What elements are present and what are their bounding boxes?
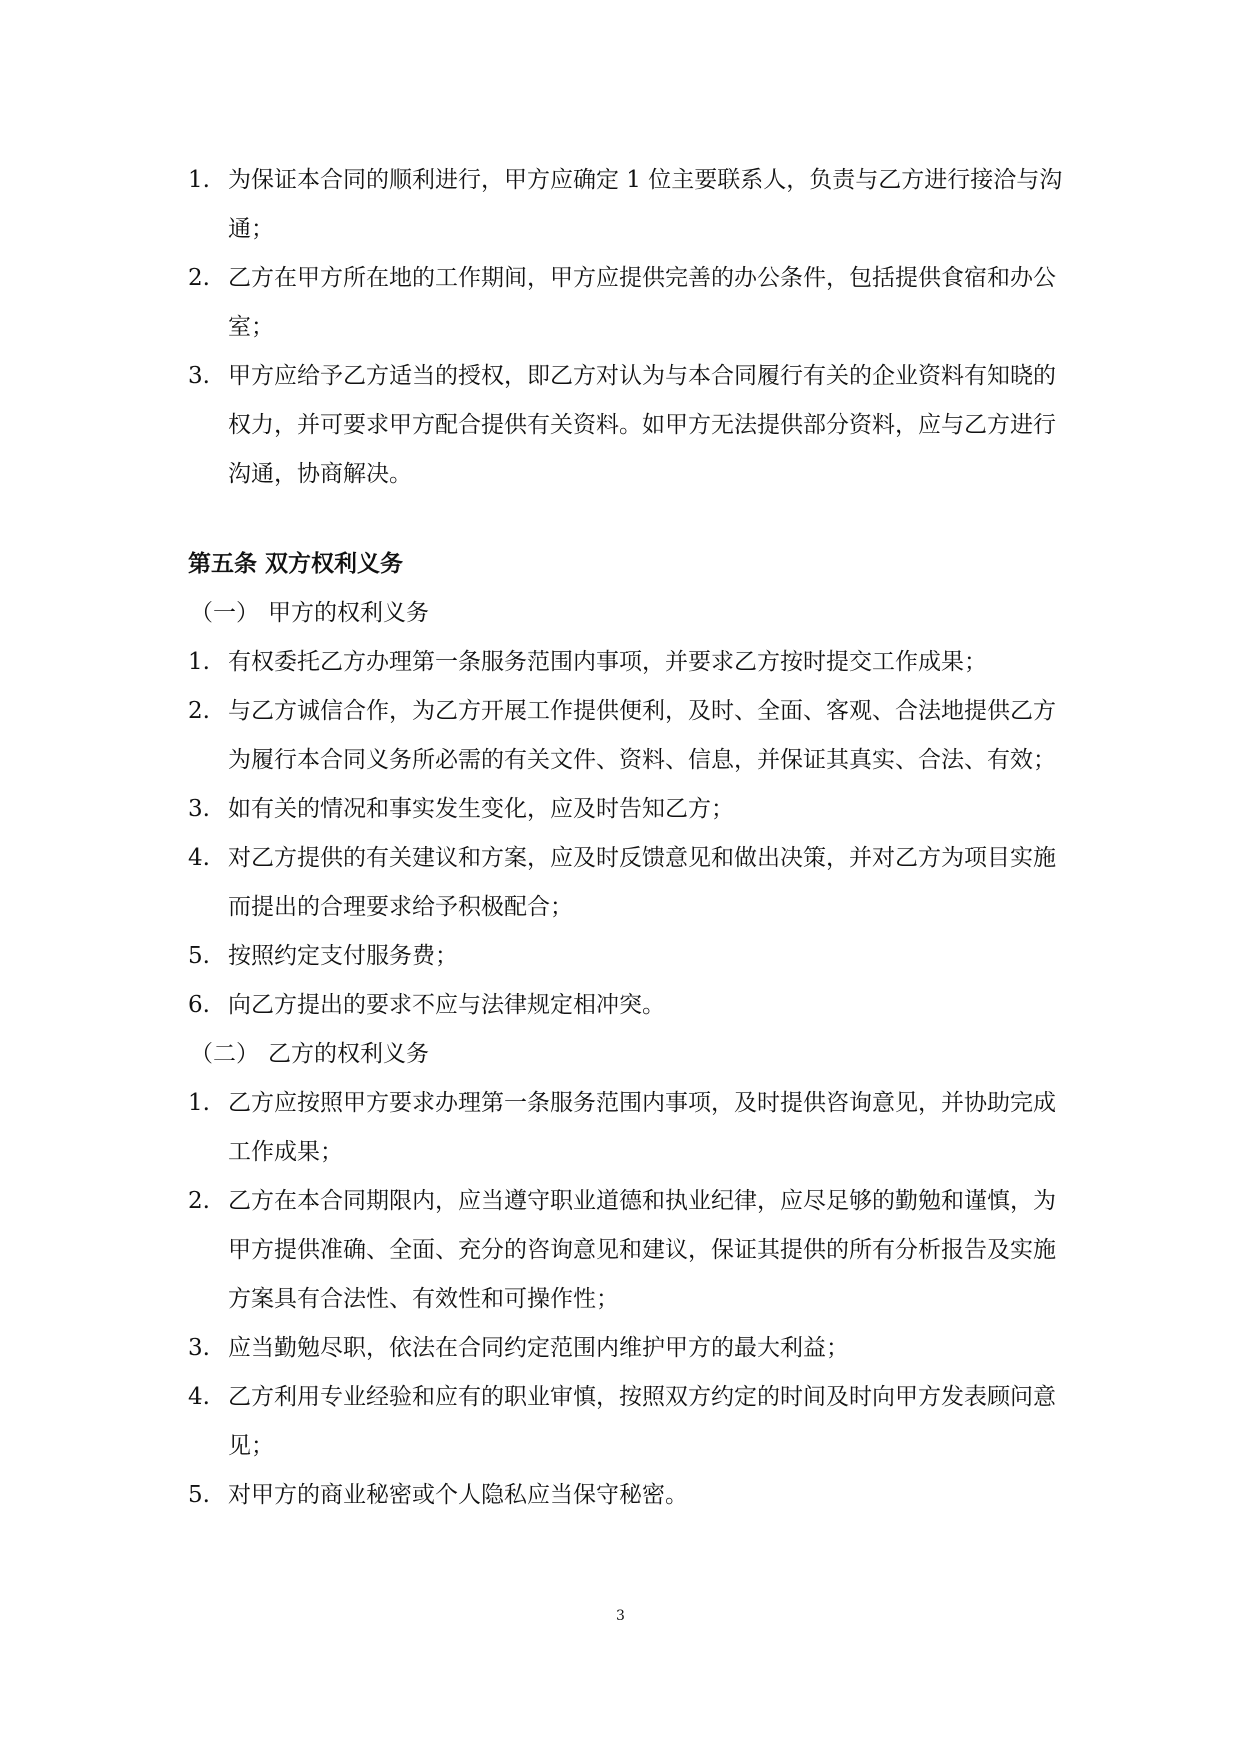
page-content (188, 156, 1068, 1520)
list-item-text: 甲方应给予乙方适当的授权，即乙方对认为与本合同履行有关的企业资料有知晓的权力，并可要求甲方配合提供有关资料。如甲方无法提供部分资料，应与乙方进行沟通，协商解决。 (228, 363, 1056, 487)
subsection-heading (188, 589, 1068, 638)
list-item-text: 与乙方诚信合作，为乙方开展工作提供便利，及时、全面、客观、合法地提供乙方为履行本合同义务所必需的有关文件、资料、信息，并保证其真实、合法、有效； (228, 698, 1056, 773)
list-item (188, 785, 1068, 834)
list-item-text: 应当勤勉尽职，依法在合同约定范围内维护甲方的最大利益； (228, 1335, 849, 1361)
list-item-number: 2. (188, 1188, 210, 1214)
list-item-number: 4. (188, 845, 210, 871)
list-item-number: 6. (188, 992, 210, 1018)
list-item (188, 156, 1068, 254)
section-heading: 第五条 双方权利义务 (188, 551, 404, 577)
subsection-title: 甲方的权利义务 (268, 600, 429, 626)
page-number: 3 (616, 1608, 625, 1624)
list-item (188, 638, 1068, 687)
subsection-heading (188, 1030, 1068, 1079)
list-item (188, 932, 1068, 981)
subsection-number: （一） (190, 600, 259, 626)
list-item-number: 5. (188, 1482, 210, 1508)
list-item-text: 如有关的情况和事实发生变化，应及时告知乙方； (228, 796, 734, 822)
list-item (188, 1324, 1068, 1373)
list-item-number: 1. (188, 649, 210, 675)
list-item (188, 1177, 1068, 1324)
list-item-number: 4. (188, 1384, 210, 1410)
list-item-text: 乙方在本合同期限内，应当遵守职业道德和执业纪律，应尽足够的勤勉和谨慎，为甲方提供准确、全面、充分的咨询意见和建议，保证其提供的所有分析报告及实施方案具有合法性、有效性和可操作性； (228, 1188, 1056, 1312)
list-item-text: 乙方应按照甲方要求办理第一条服务范围内事项，及时提供咨询意见，并协助完成工作成果； (228, 1090, 1056, 1165)
list-item-text: 乙方在甲方所在地的工作期间，甲方应提供完善的办公条件，包括提供食宿和办公室； (228, 265, 1056, 340)
list-item (188, 352, 1068, 499)
list-item-text: 向乙方提出的要求不应与法律规定相冲突。 (228, 992, 665, 1018)
list-item-number: 3. (188, 1335, 210, 1361)
list-item-number: 1. (188, 167, 210, 193)
list-item-text: 对乙方提供的有关建议和方案，应及时反馈意见和做出决策，并对乙方为项目实施而提出的合理要求给予积极配合； (228, 845, 1056, 920)
list-item-number: 3. (188, 363, 210, 389)
list-item-text: 为保证本合同的顺利进行，甲方应确定 1 位主要联系人，负责与乙方进行接洽与沟通； (228, 167, 1063, 242)
list-item-text: 按照约定支付服务费； (228, 943, 458, 969)
list-item-text: 有权委托乙方办理第一条服务范围内事项，并要求乙方按时提交工作成果； (228, 649, 987, 675)
list-item-number: 1. (188, 1090, 210, 1116)
subsection-number: （二） (190, 1041, 259, 1067)
list-item-number: 2. (188, 265, 210, 291)
list-item (188, 834, 1068, 932)
list-item-number: 2. (188, 698, 210, 724)
list-item (188, 981, 1068, 1030)
list-item (188, 687, 1068, 785)
list-item-text: 对甲方的商业秘密或个人隐私应当保守秘密。 (228, 1482, 688, 1508)
subsection-title: 乙方的权利义务 (268, 1041, 429, 1067)
list-item (188, 1079, 1068, 1177)
list-item-text: 乙方利用专业经验和应有的职业审慎，按照双方约定的时间及时向甲方发表顾问意见； (228, 1384, 1056, 1459)
list-item-number: 3. (188, 796, 210, 822)
list-item-number: 5. (188, 943, 210, 969)
list-item (188, 1373, 1068, 1471)
list-item (188, 1471, 1068, 1520)
list-item (188, 254, 1068, 352)
